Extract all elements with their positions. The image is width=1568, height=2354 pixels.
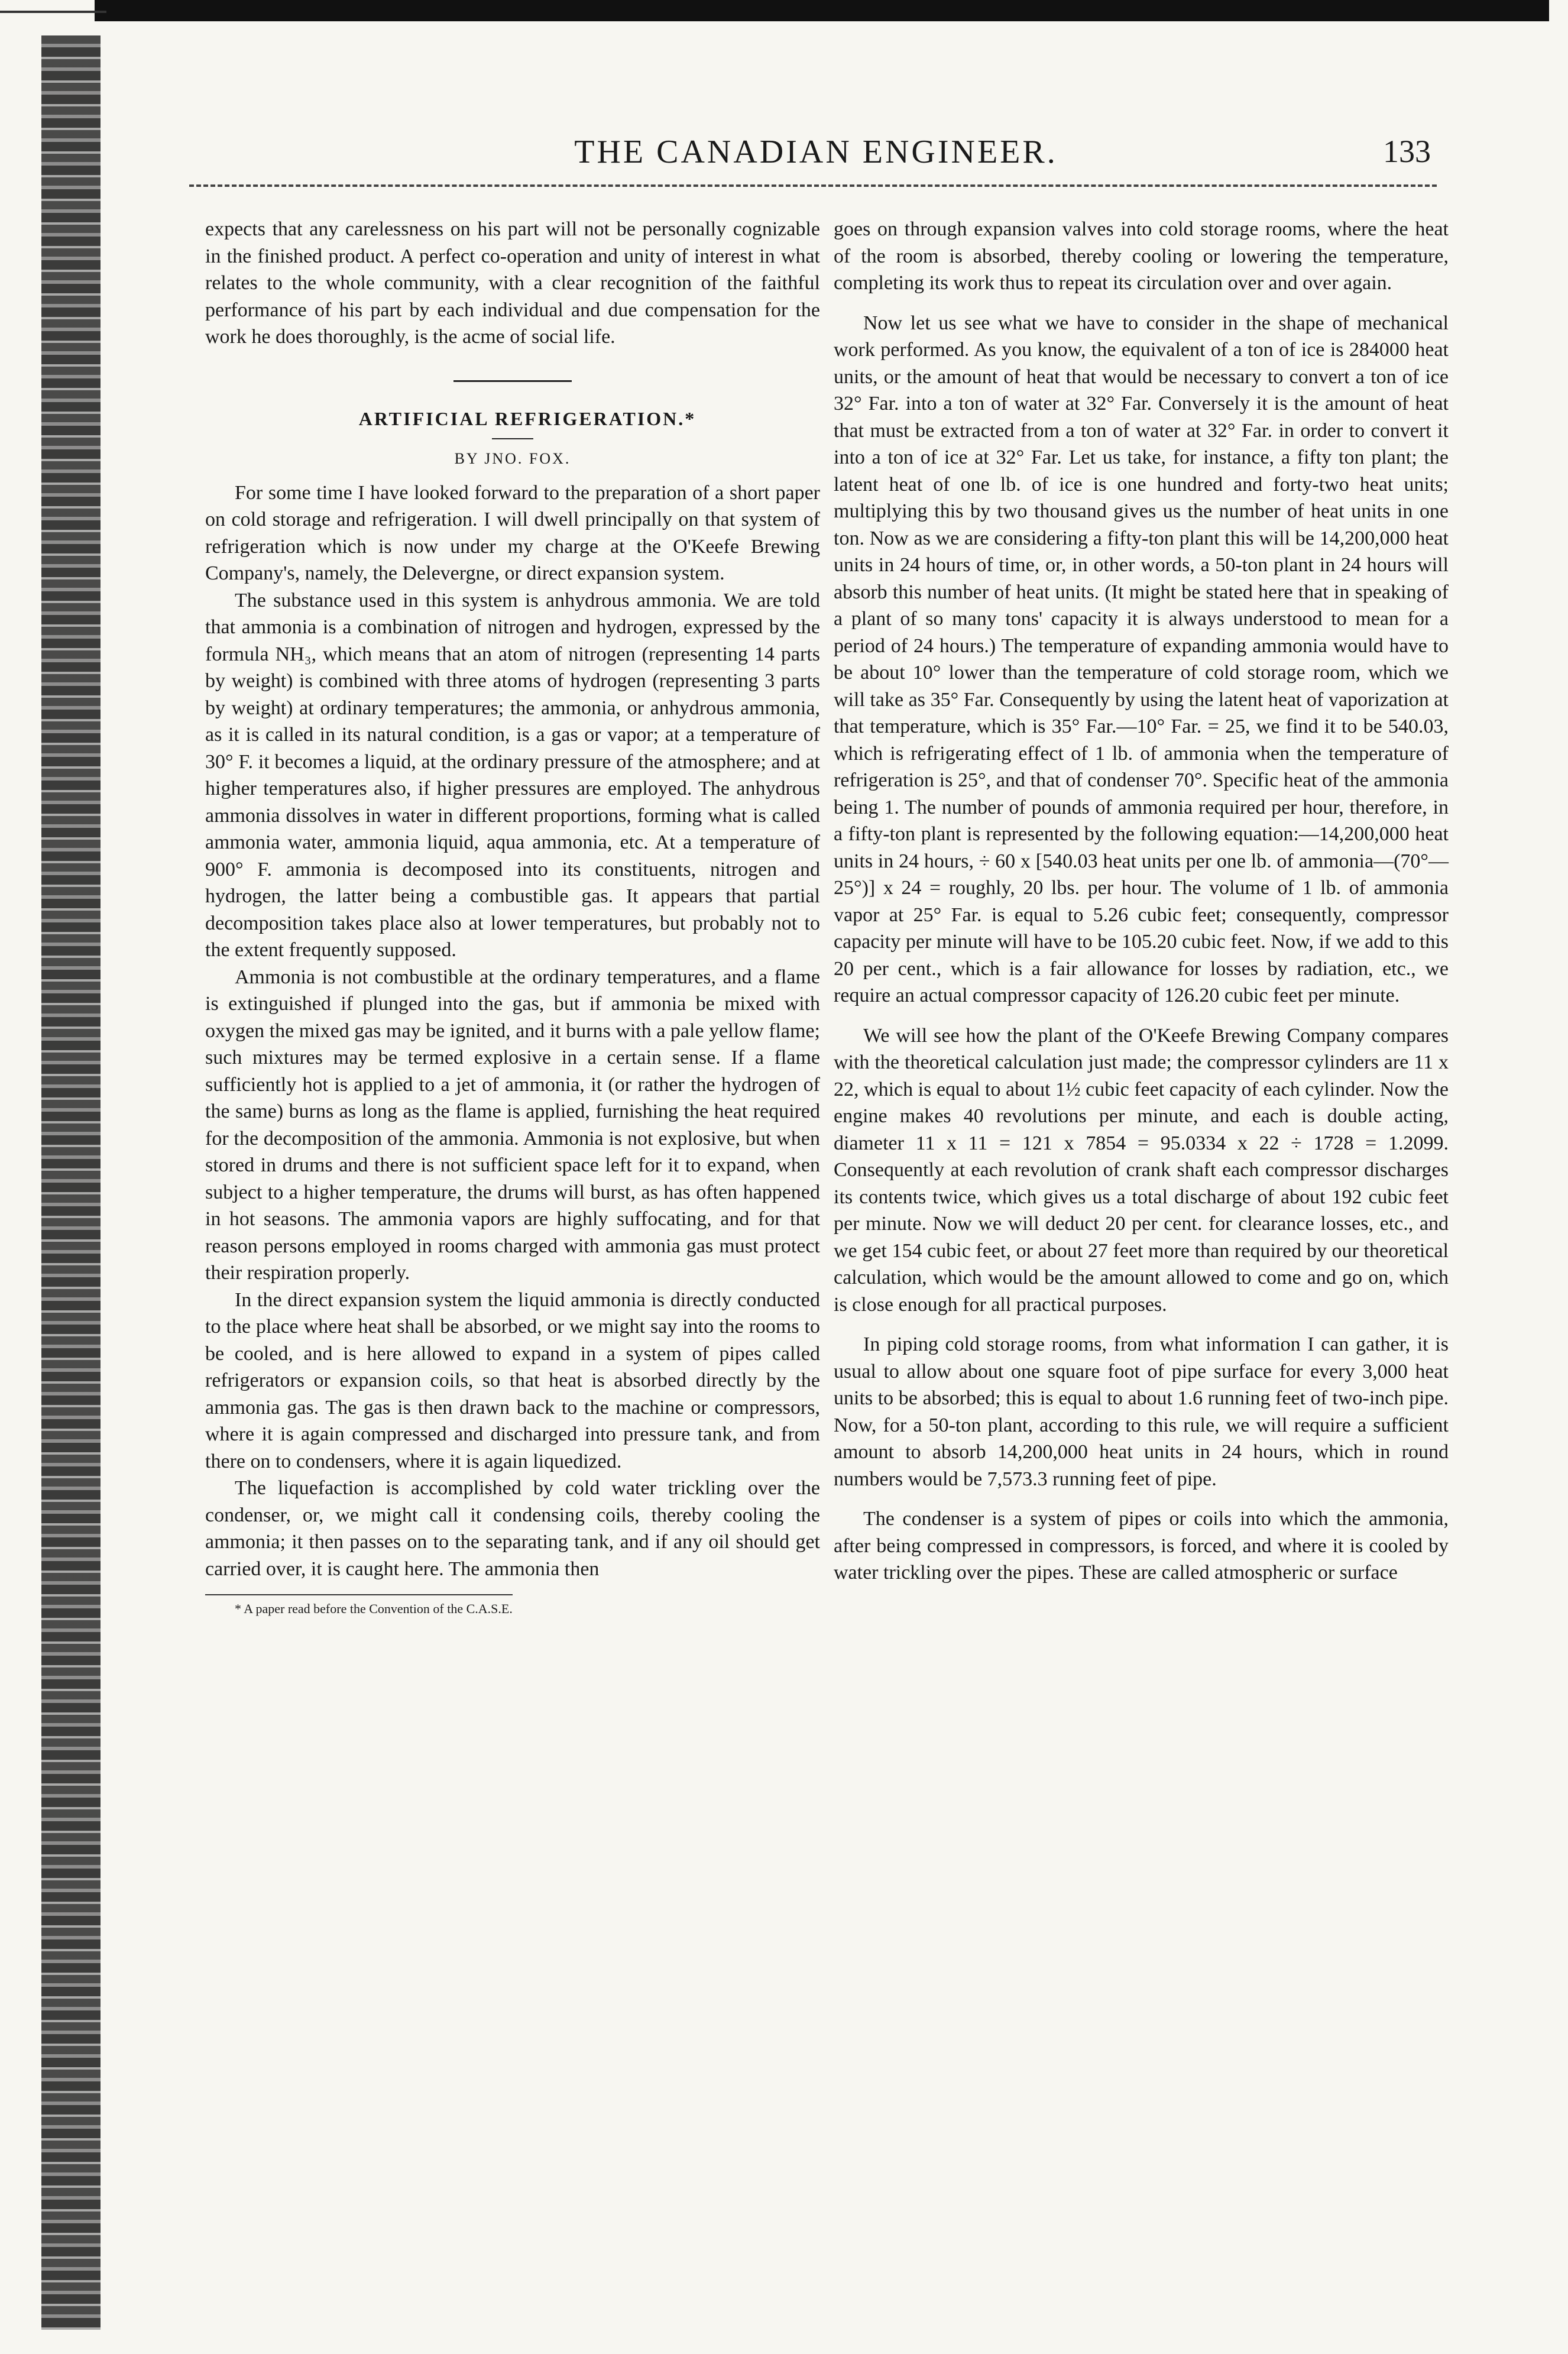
- byline: BY JNO. FOX.: [454, 450, 571, 467]
- body-paragraph: The condenser is a system of pipes or coils into which the ammonia, after being compressed in compressors, is forced, and where it is cooled by water trickling over the pipes. These are called atmospheric or surface: [834, 1508, 1449, 1584]
- body-paragraph: The liquefaction is accomplished by cold water trickling over the condenser, or, we might call it condensing coils, thereby cooling the ammonia; it then passes on to the separating tank, and if any oil should get carried over, it is caught here. The ammonia then: [205, 1477, 820, 1580]
- footnote-rule: [205, 1594, 513, 1595]
- running-header: [201, 133, 1431, 180]
- journal-title: THE CANADIAN ENGINEER.: [574, 134, 1058, 170]
- body-paragraph: Now let us see what we have to consider in the shape of mechanical work performed. As you know, the equivalent of a ton of ice is 284000 heat units, or the amount of heat that would be necessary to convert a ton of ice 32° Far. into a ton of water at 32° Far. Conversely it is the amount of heat that must be extracted from a ton of water at 32° Far. in order to convert it into a ton of ice at 32° Far. Let us take, for instance, a fifty ton plant; the latent heat of one lb. of ice is one hundred and forty-two heat units; multiplying this by two thousand gives us the number of heat units in one ton. Now as we are considering a fifty-ton plant this will be 14,200,000 heat units in 24 hours of time, or, in other words, a 50-ton plant in 24 hours will absorb this number of heat units. (It might be stated here that in speaking of a plant of so many tons' capacity it is always understood to mean for a period of 24 hours.) The temperature of expanding ammonia would have to be about 10° lower than the temperature of cold storage room, which we will take as 35° Far. Consequently by using the latent heat of vaporization at that temperature, which is 35° Far.—10° Far. = 25, we find it to be 540.03, which is refrigerating effect of 1 lb. of ammonia when the temperature of refrigeration is 25°, and that of condenser 70°. Specific heat of the ammonia being 1. The number of pounds of ammonia required per hour, therefore, in a fifty-ton plant is represented by the following equation:—14,200,000 heat units in 24 hours, ÷ 60 x [540.03 heat units per one lb. of ammonia—(70°—25°)] x 24 = roughly, 20 lbs. per hour. The volume of 1 lb. of ammonia vapor at 25° Far. is equal to 5.26 cubic feet; consequently, compressor capacity per minute will have to be 105.20 cubic feet. Now, if we add to this 20 per cent., which is a fair allowance for losses by radiation, etc., we require an actual compressor capacity of 126.20 cubic feet per minute.: [834, 312, 1449, 1006]
- section-divider: [453, 380, 572, 382]
- footnote: * A paper read before the Convention of the C.A.S.E.: [235, 1601, 513, 1616]
- page-binding-edge: [41, 35, 101, 2330]
- right-column: [834, 216, 1449, 1586]
- continued-paragraph: expects that any carelessness on his part will not be personally cognizable in the finished product. A perfect co-operation and unity of interest in what relates to the whole community, with a clear recognition of the faithful performance of his part by each individual and due compensation for the work he does thoroughly, is the acme of social life.: [205, 218, 820, 348]
- body-paragraph: In the direct expansion system the liquid ammonia is directly conducted to the place where heat shall be absorbed, or we might say into the rooms to be cooled, and is here allowed to expand in a system of pipes called refrigerators or expansion coils, so that heat is absorbed directly by the ammonia gas. The gas is then drawn back to the machine or compressors, where it is again compressed and discharged into pressure tank, and from there on to condensers, where it is again liquedized.: [205, 1288, 820, 1472]
- header-rule: [189, 184, 1437, 187]
- body-paragraph: For some time I have looked forward to the preparation of a short paper on cold storage and refrigeration. I will dwell principally on that system of refrigeration which is now under my charge at the O'Keefe Brewing Company's, namely, the Delevergne, or direct expansion system.: [205, 481, 820, 584]
- top-border-rule: [95, 0, 1549, 21]
- page-number: 133: [1383, 134, 1431, 169]
- body-paragraph: We will see how the plant of the O'Keefe Brewing Company compares with the theoretical calculation just made; the compressor cylinders are 11 x 22, which is equal to about 1½ cubic feet capacity of each cylinder. Now the engine makes 40 revolutions per minute, and each is double acting, diameter 11 x 11 = 121 x 7854 = 95.0334 x 22 ÷ 1728 = 1.2099. Consequently at each revolution of crank shaft each compressor discharges its contents twice, which gives us a total discharge of about 192 cubic feet per minute. Now we will deduct 20 per cent. for clearance losses, etc., and we get 154 cubic feet, or about 27 feet more than required by our theoretical calculation, which would be the amount allowed to come and go on, which is close enough for all practical purposes.: [834, 1024, 1449, 1316]
- article-title: ARTIFICIAL REFRIGERATION.*: [358, 407, 696, 429]
- body-paragraph: In piping cold storage rooms, from what information I can gather, it is usual to allow about one square foot of pipe surface for every 3,000 heat units to be absorbed; this is equal to about 1.6 running feet of two-inch pipe. Now, for a 50-ton plant, according to this rule, we will require a sufficient amount to absorb 14,200,000 heat units in 24 hours, which in round numbers would be 7,573.3 running feet of pipe.: [834, 1333, 1449, 1490]
- top-border-thin-rule: [0, 11, 106, 13]
- body-paragraph: Ammonia is not combustible at the ordinary temperatures, and a flame is extinguished if plunged into the gas, but if ammonia be mixed with oxygen the mixed gas may be ignited, and it burns with a pale yellow flame; such mixtures may be termed explosive in a certain sense. If a flame sufficiently hot is applied to a jet of ammonia, it (or rather the hydrogen of the same) burns as long as the flame is applied, furnishing the heat required for the decomposition of the ammonia. Ammonia is not explosive, but when stored in drums and there is not sufficient space left for it to expand, when subject to a higher temperature, the drums will burst, as has often happened in hot seasons. The ammonia vapors are highly suffocating, and for that reason persons employed in rooms charged with ammonia gas must protect their respiration properly.: [205, 966, 820, 1284]
- continued-paragraph: goes on through expansion valves into cold storage rooms, where the heat of the room is absorbed, thereby cooling or lowering the temperature, completing its work thus to repeat its circulation over and over again.: [834, 218, 1449, 294]
- body-paragraph: The substance used in this system is anhydrous ammonia. We are told that ammonia is a combination of nitrogen and hydrogen, expressed by the formula NH₃, which means that an atom of nitrogen (representing 14 parts by weight) is combined with three atoms of hydrogen (representing 3 parts by weight) at ordinary temperatures; the ammonia, or anhydrous ammonia, as it is called in its natural condition, is a gas or vapor; at a temperature of 30° F. it becomes a liquid, at the ordinary pressure of the atmosphere; and at higher temperatures also, if higher pressures are employed. The anhydrous ammonia dissolves in water in different proportions, forming what is called ammonia water, ammonia liquid, aqua ammonia, etc. At a temperature of 900° F. ammonia is decomposed into its constituents, nitrogen and hydrogen, the latter being a combustible gas. It appears that partial decomposition takes place also at lower temperatures, but probably not to the extent frequently supposed.: [205, 589, 820, 961]
- title-underline: [492, 438, 533, 439]
- left-column: [205, 216, 820, 1618]
